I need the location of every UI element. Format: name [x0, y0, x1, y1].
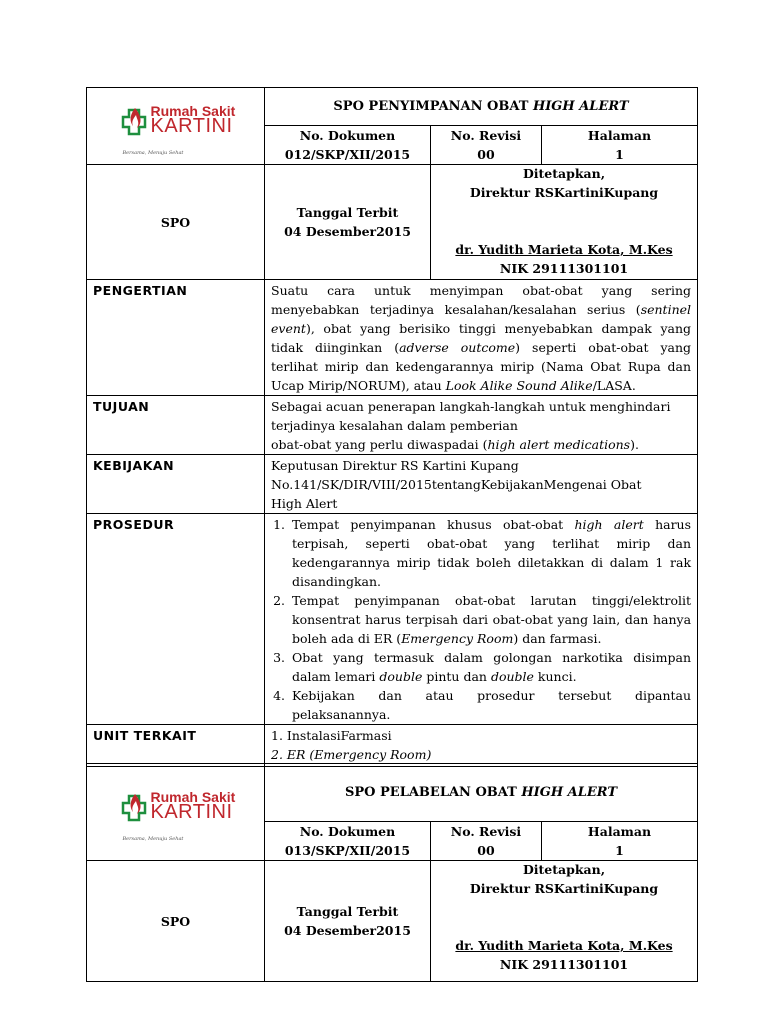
- halaman-cell: [542, 822, 698, 861]
- prosedur-item-2: 2. Tempat penyimpanan obat-obat larutan tinggi/elektrolit konsentrat harus terpisah dari obat-obat yang lain, dan hanya boleh ada di ER (Emergency Room) dan farmasi.: [289, 591, 691, 648]
- halaman-label: Halaman: [587, 824, 652, 839]
- prosedur-item-4: 4. Kebijakan dan atau prosedur tersebut dipantau pelaksanannya.: [289, 686, 691, 724]
- tanggal-terbit-label: Tanggal Terbit: [296, 904, 399, 919]
- tujuan-label: TUJUAN: [87, 396, 265, 455]
- doc-title-text: SPO PENYIMPANAN OBAT: [333, 99, 533, 114]
- doc-title: [265, 764, 698, 822]
- spo-label-cell: SPO: [87, 165, 265, 280]
- logo-tagline: Bersama, Menuju Sehat: [122, 836, 184, 842]
- no-revisi-value: 00: [477, 147, 495, 162]
- halaman-cell: [542, 126, 698, 165]
- direktur-label: Direktur RSKartiniKupang: [469, 185, 659, 200]
- ditetapkan-label: Ditetapkan,: [522, 862, 606, 877]
- tujuan-text: [265, 396, 698, 455]
- spo-label-cell: SPO: [87, 861, 265, 982]
- no-revisi-value: 00: [477, 843, 495, 858]
- halaman-value: 1: [615, 147, 624, 162]
- no-dokumen-label: No. Dokumen: [299, 128, 396, 143]
- ditetapkan-cell: [431, 861, 698, 982]
- doc-title: [265, 88, 698, 126]
- hospital-logo: [121, 786, 236, 842]
- doc-title-text: SPO PELABELAN OBAT: [345, 785, 522, 800]
- doc-title-italic: HIGH ALERT: [521, 785, 618, 800]
- kebijakan-line3: High Alert: [271, 496, 338, 511]
- logo-cell: [87, 764, 265, 861]
- unit-line2: 2. ER (Emergency Room): [271, 747, 432, 762]
- tujuan-line2: obat-obat yang perlu diwaspadai (high alert medications).: [271, 437, 639, 452]
- logo-tagline: Bersama, Menuju Sehat: [122, 150, 184, 156]
- signer-nik: NIK 29111301101: [499, 261, 629, 276]
- no-dokumen-value: 012/SKP/XII/2015: [284, 147, 411, 162]
- tanggal-terbit-cell: [265, 861, 431, 982]
- no-dokumen-value: 013/SKP/XII/2015: [284, 843, 411, 858]
- kebijakan-label: KEBIJAKAN: [87, 455, 265, 514]
- ditetapkan-cell: [431, 165, 698, 280]
- hospital-logo: [121, 100, 236, 156]
- unit-terkait-label: UNIT TERKAIT: [87, 725, 265, 767]
- tanggal-terbit-value: 04 Desember2015: [284, 923, 411, 938]
- no-revisi-label: No. Revisi: [450, 128, 522, 143]
- hospital-cross-flame-icon: [121, 104, 149, 138]
- logo-text-line2: KARTINI: [150, 115, 233, 137]
- tanggal-terbit-cell: [265, 165, 431, 280]
- logo-text-line1: Rumah Sakit: [150, 103, 236, 119]
- unit-terkait-text: [265, 725, 698, 767]
- kebijakan-line2: No.141/SK/DIR/VIII/2015tentangKebijakanMengenai Obat: [271, 477, 642, 492]
- no-dokumen-cell: [265, 126, 431, 165]
- no-revisi-cell: [431, 126, 542, 165]
- tanggal-terbit-label: Tanggal Terbit: [296, 205, 399, 220]
- no-dokumen-label: No. Dokumen: [299, 824, 396, 839]
- signer-name: dr. Yudith Marieta Kota, M.Kes: [455, 242, 673, 257]
- logo-text-line1: Rumah Sakit: [150, 789, 236, 805]
- unit-line1: 1. InstalasiFarmasi: [271, 728, 392, 743]
- tujuan-line1: Sebagai acuan penerapan langkah-langkah untuk menghindari terjadinya kesalahan dalam pemberian: [271, 399, 671, 433]
- kebijakan-line1: Keputusan Direktur RS Kartini Kupang: [271, 458, 519, 473]
- no-revisi-cell: [431, 822, 542, 861]
- prosedur-label: PROSEDUR: [87, 514, 265, 725]
- signer-name: dr. Yudith Marieta Kota, M.Kes: [455, 938, 673, 953]
- no-dokumen-cell: [265, 822, 431, 861]
- doc-title-italic: HIGH ALERT: [532, 99, 629, 114]
- logo-cell: [87, 88, 265, 165]
- halaman-value: 1: [615, 843, 624, 858]
- spo-table-penyimpanan: [86, 87, 698, 767]
- hospital-cross-flame-icon: [121, 790, 149, 824]
- prosedur-list: [265, 515, 697, 724]
- kebijakan-text: [265, 455, 698, 514]
- prosedur-text: [265, 514, 698, 725]
- pengertian-text: Suatu cara untuk menyimpan obat-obat yang sering menyebabkan terjadinya kesalahan/kesalahan serius (sentinel event), obat yang berisiko tinggi menyebabkan dampak yang tidak diinginkan (adverse outcome) seperti obat-obat yang terlihat mirip dan kedengarannya mirip (Nama Obat Rupa dan Ucap Mirip/NORUM), atau Look Alike Sound Alike/LASA.: [265, 280, 698, 396]
- pengertian-label: PENGERTIAN: [87, 280, 265, 396]
- spo-table-pelabelan: [86, 763, 698, 982]
- signer-nik: NIK 29111301101: [499, 957, 629, 972]
- tanggal-terbit-value: 04 Desember2015: [284, 224, 411, 239]
- ditetapkan-label: Ditetapkan,: [522, 166, 606, 181]
- no-revisi-label: No. Revisi: [450, 824, 522, 839]
- prosedur-item-1: 1. Tempat penyimpanan khusus obat-obat high alert harus terpisah, seperti obat-obat yang terlihat mirip dan kedengarannya mirip tidak boleh diletakkan di dalam 1 rak disandingkan.: [289, 515, 691, 591]
- halaman-label: Halaman: [587, 128, 652, 143]
- prosedur-item-3: 3. Obat yang termasuk dalam golongan narkotika disimpan dalam lemari double pintu dan double kunci.: [289, 648, 691, 686]
- logo-text-line2: KARTINI: [150, 801, 233, 823]
- direktur-label: Direktur RSKartiniKupang: [469, 881, 659, 896]
